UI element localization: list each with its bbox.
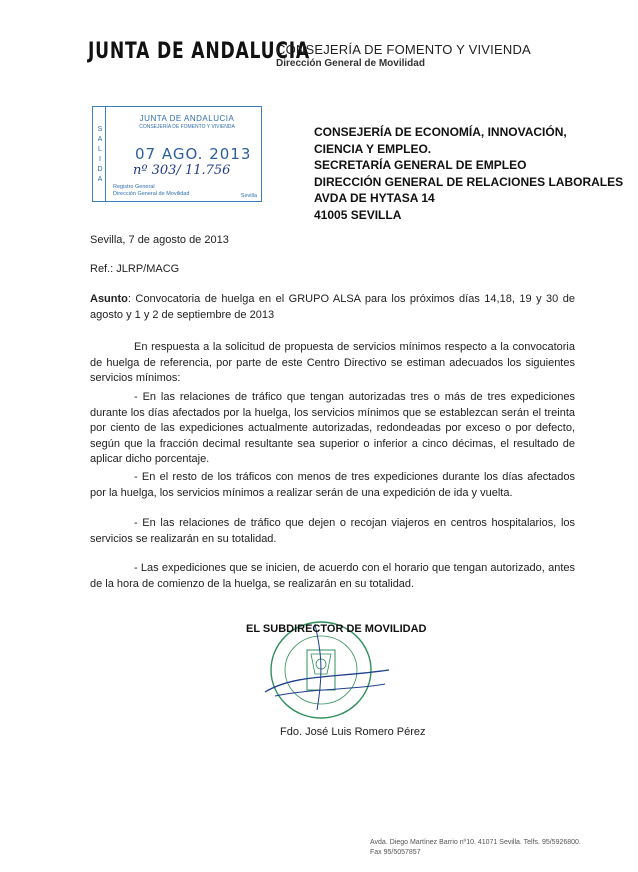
stamp-side-letter: S [97, 126, 103, 133]
stamp-org: JUNTA DE ANDALUCIA [139, 114, 235, 123]
subject-label: Asunto [90, 293, 128, 305]
stamp-side-letter: A [97, 176, 103, 183]
recipient-line: AVDA DE HYTASA 14 [314, 191, 435, 205]
letterhead [276, 42, 531, 69]
stamp-number: nº 303/ 11.756 [133, 163, 231, 178]
stamp-date: 07 AGO. 2013 [135, 145, 252, 163]
direccion-subtitle: Dirección General de Movilidad [276, 58, 425, 69]
stamp-side-letter: A [97, 136, 103, 143]
stamp-side-letter: L [98, 146, 102, 153]
stamp-side-label [95, 125, 105, 185]
recipient-line: CIENCIA Y EMPLEO. [314, 141, 432, 156]
signature-title: EL SUBDIRECTOR DE MOVILIDAD [246, 623, 427, 635]
reference: Ref.: JLRP/MACG [90, 263, 180, 275]
paragraph-service-3: - En las relaciones de tráfico que dejen o recojan viajeros en centros hospitalarios, los servicios se realizarán en su totalidad. [90, 517, 575, 545]
paragraph-service-2: - En el resto de los tráficos con menos de tres expediciones durante los días afectados por la huelga, los servicios mínimos a realizar serán de una expedición de ida y vuelta. [90, 471, 575, 499]
junta-logo: JUNTA DE ANDALUCIA [88, 39, 310, 64]
stamp-direction: Dirección General de Movilidad [113, 191, 190, 197]
paragraph-service-4: - Las expediciones que se inicien, de acuerdo con el horario que tengan autorizado, antes de la hora de comienzo de la huelga, se realizarán en su totalidad. [90, 562, 575, 590]
stamp-city: Sevilla [240, 193, 257, 199]
paragraph-service-1: - En las relaciones de tráfico que tengan autorizadas tres o más de tres expediciones durante los días afectados por la huelga, los servicios mínimos que se establezcan serán el treinta por ciento de las expediciones actualmente autorizadas, redondeadas por exceso o por defecto, según que la fracción decimal resultante sea superior o inferior a cinco décimas, el resultado de aplicar dicho porcentaje. [90, 391, 575, 465]
stamp-side-letter: I [99, 156, 101, 163]
footer-address: Avda. Diego Martínez Barrio nº10. 41071 Sevilla. Telfs. 95/5926800. Fax 95/5057857 [370, 839, 581, 856]
recipient-line: CONSEJERÍA DE ECONOMÍA, INNOVACIÓN, [314, 125, 567, 139]
subject [90, 292, 575, 323]
recipient-line: SECRETARÍA GENERAL DE EMPLEO [314, 158, 527, 172]
recipient-address [314, 124, 623, 223]
stamp-divider [105, 107, 106, 201]
stamp-dept: CONSEJERÍA DE FOMENTO Y VIVIENDA [139, 124, 235, 130]
recipient-line: 41005 SEVILLA [314, 207, 402, 222]
subject-text: : Convocatoria de huelga en el GRUPO ALSA para los próximos días 14,18, 19 y 30 de agosto y 1 y 2 de septiembre de 2013 [90, 293, 575, 321]
consejeria-title: CONSEJERÍA DE FOMENTO Y VIVIENDA [276, 42, 531, 57]
recipient-line: DIRECCIÓN GENERAL DE RELACIONES LABORALES [314, 174, 624, 189]
stamp-side-letter: D [97, 166, 103, 173]
paragraph-intro: En respuesta a la solicitud de propuesta de servicios mínimos respecto a la convocatoria de huelga de referencia, por parte de este Centro Directivo se estiman adecuados los siguientes servicios mínimos: [90, 341, 575, 384]
place-date: Sevilla, 7 de agosto de 2013 [90, 234, 229, 246]
signer-name: Fdo. José Luis Romero Pérez [280, 726, 426, 738]
stamp-registry: Registro General [113, 184, 155, 190]
registry-stamp [92, 106, 262, 202]
